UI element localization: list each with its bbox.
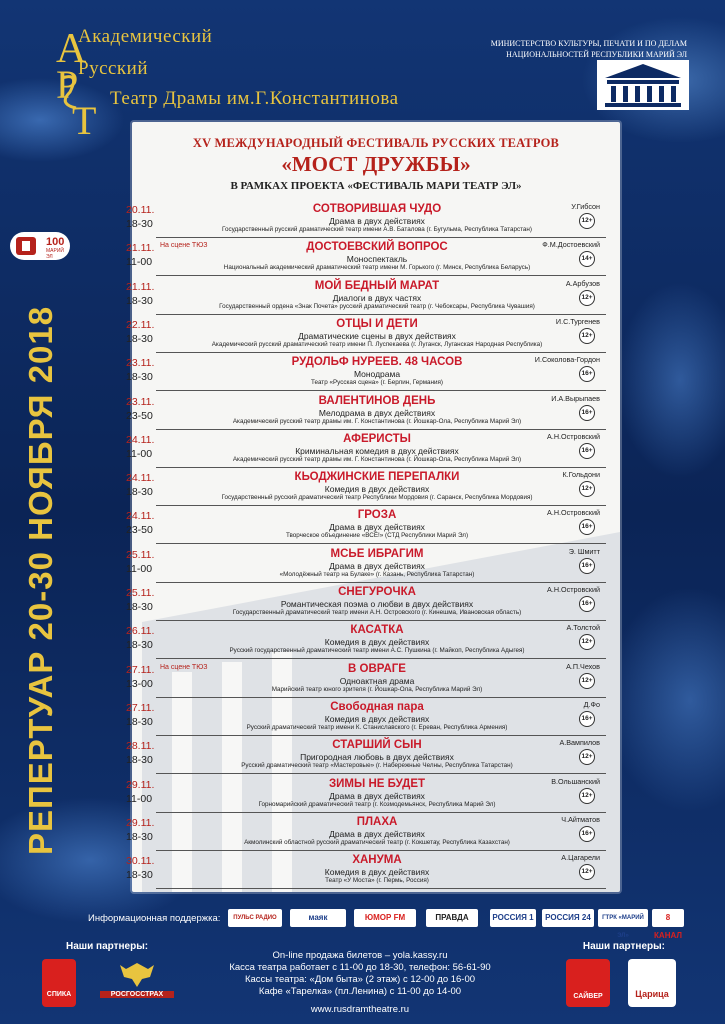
- event-row: [126, 851, 620, 889]
- event-row: [126, 813, 620, 851]
- badge-number: 100: [46, 236, 65, 248]
- event-time: 11-00: [126, 562, 153, 575]
- tickets-line4: Кафе «Тарелка» (пл.Ленина) с 11-00 до 14-00: [258, 986, 462, 997]
- event-title: КЬОДЖИНСКИЕ ПЕРЕПАЛКИ: [294, 471, 460, 484]
- event-title: СОТВОРИВШАЯ ЧУДО: [312, 203, 442, 215]
- event-time: 23-50: [126, 524, 153, 537]
- event-genre: Драматические сцены в двух действиях: [298, 330, 456, 341]
- theatre-name-line2: Русский: [78, 58, 148, 79]
- event-date: 29.11.: [126, 816, 155, 829]
- event-row: [126, 736, 620, 774]
- event-theatre: Акмолинский областной русский драматический театр (г. Кокшетау, Республика Казахстан): [244, 838, 510, 846]
- event-row: [126, 660, 620, 698]
- media-logo: 8 КАНАЛ: [652, 909, 684, 927]
- event-date: 25.11.: [126, 548, 155, 561]
- ministry-text: МИНИСТЕРСТВО КУЛЬТУРЫ, ПЕЧАТИ И ПО ДЕЛАМ НАЦИОНАЛЬНОСТЕЙ РЕСПУБЛИКИ МАРИЙ ЭЛ: [490, 39, 687, 59]
- event-theatre: Театр «Русская сцена» (г. Берлин, Германия): [310, 379, 444, 387]
- partner-logo-label: САЙВЕР: [573, 993, 603, 1000]
- partner-logo-label: СПИКА: [46, 991, 72, 998]
- partner-logo-saiver: [566, 959, 610, 1007]
- event-title: ПЛАХА: [356, 815, 398, 828]
- age-rating-badge: 16+: [579, 405, 595, 421]
- event-title: ГРОЗА: [357, 509, 397, 522]
- mari-el-emblem-icon: [14, 235, 38, 257]
- media-logo: маяк: [290, 909, 346, 927]
- event-theatre: Государственный ордена «Знак Почета» русский драматический театр (г. Чебоксары, Республика Чувашия): [219, 302, 535, 310]
- event-title: ДОСТОЕВСКИЙ ВОПРОС: [306, 241, 448, 254]
- event-theatre: Академический русский театр драмы им. Г. Константинова (г. Йошкар-Ола, Республика Марий Эл): [232, 455, 522, 463]
- event-theatre: Национальный академический драматический театр имени М. Горького (г. Минск, Республика Беларусь): [223, 264, 531, 272]
- event-time: 18-30: [126, 830, 153, 843]
- age-rating-badge: 12+: [579, 673, 595, 689]
- age-rating-badge: 16+: [579, 711, 595, 727]
- event-date: 22.11.: [126, 318, 155, 331]
- event-author: У.Гибсон: [571, 202, 600, 211]
- age-rating-badge: 14+: [579, 251, 595, 267]
- tickets-line3: Кассы театра: «Дом быта» (2 этаж) с 12-00 до 16-00: [244, 974, 476, 985]
- footer: [0, 905, 725, 1024]
- event-date: 24.11.: [126, 472, 155, 485]
- event-time: 18-30: [126, 371, 153, 384]
- age-rating-badge: 12+: [579, 634, 595, 650]
- event-author: Ф.М.Достоевский: [542, 240, 600, 250]
- event-time: 11-00: [126, 792, 153, 805]
- event-time: 18-30: [126, 486, 153, 499]
- event-theatre: Государственный драматический театр имени А.Н. Островского (г. Кинешма, Ивановская область): [232, 609, 522, 616]
- event-author: А.Цагарели: [561, 853, 600, 863]
- event-time: 18-30: [126, 715, 153, 728]
- event-author: А.Н.Островский: [547, 585, 600, 594]
- ticket-info: [200, 950, 520, 998]
- media-logo: ПРАВДА: [426, 909, 478, 927]
- event-genre: Драма в двух действиях: [329, 828, 425, 839]
- event-author: А.Арбузов: [565, 278, 600, 288]
- event-date: 23.11.: [126, 357, 155, 370]
- event-genre: Драма в двух действиях: [329, 216, 425, 226]
- media-logo: ЮМОР FM: [354, 909, 416, 927]
- event-genre: Одноактная драма: [339, 675, 415, 686]
- info-support-label: Информационная поддержка:: [88, 913, 221, 924]
- event-row: [126, 238, 620, 276]
- festival-title: «МОСТ ДРУЖБЫ»: [281, 152, 471, 176]
- partner-logo-spika: [42, 959, 76, 1007]
- tickets-line1: On-line продажа билетов – yola.kassy.ru: [272, 950, 448, 961]
- event-title: ОТЦЫ И ДЕТИ: [336, 317, 418, 330]
- event-date: 28.11.: [126, 740, 155, 753]
- event-time: 18-30: [126, 639, 153, 652]
- anniversary-badge: [10, 232, 70, 260]
- event-time: 11-00: [126, 447, 153, 460]
- event-title: СНЕГУРОЧКА: [338, 586, 416, 598]
- event-date: 29.11.: [126, 778, 155, 791]
- event-time: 18-30: [126, 218, 153, 230]
- event-date: 26.11.: [126, 625, 155, 638]
- event-row: [126, 506, 620, 544]
- event-theatre: Государственный русский драматический театр Республики Мордовия (г. Саранск, Республика Мордовия): [221, 494, 533, 502]
- partner-logo-label: Царица: [635, 989, 669, 999]
- event-time: 18-30: [126, 754, 153, 767]
- event-title: ЗИМЫ НЕ БУДЕТ: [328, 777, 426, 790]
- age-rating-badge: 12+: [579, 864, 595, 880]
- event-time: 13-00: [126, 677, 153, 690]
- event-row: [126, 353, 620, 391]
- event-title: Свободная пара: [330, 700, 424, 713]
- event-title: ХАНУМА: [352, 854, 402, 867]
- poster-panel: [126, 122, 620, 892]
- event-theatre: Марийский театр юного зрителя (г. Йошкар-Ола, Республика Марий Эл): [271, 685, 483, 693]
- event-author: Э. Шмитт: [568, 546, 600, 556]
- event-theatre: «Молодёжный театр на Булаке» (г. Казань, Республика Татарстан): [279, 570, 475, 578]
- event-genre: Комедия в двух действиях: [324, 867, 430, 878]
- event-row: [126, 698, 620, 736]
- event-venue-note: На сцене ТЮЗ: [160, 663, 208, 671]
- festival-subtitle: XV МЕЖДУНАРОДНЫЙ ФЕСТИВАЛЬ РУССКИХ ТЕАТРОВ: [192, 136, 560, 150]
- event-date: 27.11.: [126, 663, 155, 676]
- event-row: [126, 200, 620, 238]
- event-author: К.Гольдони: [562, 470, 600, 480]
- event-author: И.А.Вырыпаев: [551, 393, 600, 403]
- festival-project: В РАМКАХ ПРОЕКТА «ФЕСТИВАЛЬ МАРИ ТЕАТР ЭЛ»: [230, 180, 522, 192]
- event-date: 23.11.: [126, 395, 155, 408]
- event-date: 21.11.: [126, 280, 155, 293]
- age-rating-badge: 16+: [579, 519, 595, 535]
- event-date: 24.11.: [126, 510, 155, 523]
- theatre-name-line1: Академический: [78, 26, 213, 47]
- event-theatre: Горномарийский драматический театр (г. Козмодемьянск, Республика Марий Эл): [258, 800, 496, 808]
- age-rating-badge: 16+: [579, 826, 595, 842]
- event-genre: Драма в двух действиях: [329, 790, 425, 801]
- eagle-icon: [118, 959, 156, 989]
- event-theatre: Русский драматический театр имени К. Станиславского (г. Ереван, Республика Армения): [246, 723, 508, 731]
- event-author: А.Н.Островский: [547, 431, 600, 441]
- event-row: [126, 775, 620, 813]
- vertical-repertoire-title: РЕПЕРТУАР 20-30 НОЯБРЯ 2018: [22, 305, 59, 855]
- event-genre: Диалоги в двух частях: [332, 292, 422, 303]
- svg-text:Р: Р: [56, 62, 79, 107]
- event-genre: Мелодрама в двух действиях: [318, 407, 436, 418]
- age-rating-badge: 12+: [579, 290, 595, 306]
- event-date: 30.11.: [126, 855, 155, 868]
- age-rating-badge: 12+: [579, 213, 595, 229]
- event-author: А.Н.Островский: [547, 508, 600, 518]
- event-genre: Комедия в двух действиях: [324, 484, 430, 495]
- event-row: [126, 468, 620, 506]
- event-row: [126, 315, 620, 353]
- event-genre: Криминальная комедия в двух действиях: [295, 445, 459, 456]
- event-theatre: Академический русский драматический театр имени П. Луспекаева (г. Луганск, Луганская Народная Республика): [211, 340, 543, 348]
- event-title: РУДОЛЬФ НУРЕЕВ. 48 ЧАСОВ: [291, 356, 463, 369]
- svg-text:А: А: [56, 26, 87, 72]
- event-row: [126, 392, 620, 430]
- age-rating-badge: 12+: [579, 328, 595, 344]
- event-time: 18-30: [126, 332, 153, 345]
- government-building-icon: [597, 60, 689, 110]
- event-date: 25.11.: [126, 587, 155, 599]
- event-genre: Монодрама: [353, 369, 401, 380]
- event-theatre: Русский государственный драматический театр имени А.С. Пушкина (г. Майкоп, Республика Адыгея): [229, 647, 525, 655]
- event-divider: [156, 888, 606, 889]
- event-title: МСЬЕ ИБРАГИМ: [330, 547, 424, 560]
- event-genre: Романтическая поэма о любви в двух действиях: [280, 599, 474, 609]
- age-rating-badge: 16+: [579, 558, 595, 574]
- event-theatre: Творческое объединение «ВСЁ!» (СТД Республики Марий Эл): [285, 532, 469, 540]
- event-genre: Комедия в двух действиях: [324, 637, 430, 648]
- tickets-line2: Касса театра работает с 11-00 до 18-30, телефон: 56-61-90: [229, 962, 491, 973]
- event-genre: Драма в двух действиях: [329, 522, 425, 533]
- event-time: 18-30: [126, 869, 153, 882]
- event-author: Ч.Айтматов: [561, 814, 600, 824]
- event-time: 18-30: [126, 294, 153, 307]
- event-theatre: Академический русский театр драмы им. Г. Константинова (г. Йошкар-Ола, Республика Марий Эл): [232, 417, 522, 425]
- event-theatre: Государственный русский драматический театр имени А.В. Баталова (г. Бугульма, Республика Татарстан): [221, 226, 533, 233]
- event-date: 24.11.: [126, 433, 155, 446]
- event-venue-note: На сцене ТЮЗ: [160, 242, 208, 250]
- event-theatre: Русский драматический театр «Мастеровые» (г. Набережные Челны, Республика Татарстан): [241, 762, 513, 770]
- event-date: 20.11.: [126, 204, 155, 216]
- badge-subtitle: МАРИЙ ЭЛ: [46, 248, 65, 260]
- event-genre: Драма в двух действиях: [329, 560, 425, 571]
- partners-right-label: Наши партнеры:: [582, 941, 665, 952]
- partner-logo-label: РОСГОССТРАХ: [100, 991, 174, 998]
- event-title: МОЙ БЕДНЫЙ МАРАТ: [314, 279, 440, 292]
- svg-text:Т: Т: [72, 98, 97, 143]
- event-author: А.П.Чехов: [566, 661, 600, 671]
- media-logo: РОССИЯ 24: [542, 909, 594, 927]
- age-rating-badge: 12+: [579, 481, 595, 497]
- age-rating-badge: 12+: [579, 788, 595, 804]
- partner-logo-rosgosstrakh: [100, 959, 174, 1005]
- event-title: ВАЛЕНТИНОВ ДЕНЬ: [318, 394, 436, 407]
- event-title: КАСАТКА: [350, 624, 404, 637]
- event-author: И.С.Тургенев: [555, 316, 600, 326]
- event-row: [126, 621, 620, 659]
- event-row: [126, 583, 620, 621]
- media-logo: ГТРК «МАРИЙ ЭЛ»: [598, 909, 648, 927]
- media-logo: РОССИЯ 1: [490, 909, 536, 927]
- event-time: 23-50: [126, 409, 153, 422]
- age-rating-badge: 16+: [579, 443, 595, 459]
- event-author: А.Толстой: [566, 623, 600, 633]
- age-rating-badge: 16+: [579, 366, 595, 382]
- event-row: [126, 430, 620, 468]
- event-author: И.Соколова-Гордон: [534, 355, 600, 365]
- event-row: [126, 545, 620, 583]
- event-title: АФЕРИСТЫ: [343, 432, 411, 445]
- event-title: В ОВРАГЕ: [348, 662, 406, 675]
- event-author: В.Ольшанский: [551, 776, 600, 786]
- theatre-name-line3: Театр Драмы им.Г.Константинова: [110, 88, 399, 109]
- website-link[interactable]: www.rusdramtheatre.ru: [310, 1004, 410, 1015]
- partners-left-label: Наши партнеры:: [66, 941, 149, 952]
- event-author: Д.Фо: [583, 699, 600, 709]
- event-title: СТАРШИЙ СЫН: [332, 739, 422, 752]
- age-rating-badge: 16+: [579, 596, 595, 612]
- event-time: 11-00: [126, 256, 153, 269]
- event-row: [126, 277, 620, 315]
- event-genre: Комедия в двух действиях: [324, 713, 430, 724]
- event-theatre: Театр «У Моста» (г. Пермь, Россия): [325, 877, 429, 885]
- event-genre: Моноспектакль: [346, 254, 408, 265]
- event-date: 27.11.: [126, 701, 155, 714]
- event-time: 18-30: [126, 601, 153, 613]
- age-rating-badge: 12+: [579, 749, 595, 765]
- event-genre: Пригородная любовь в двух действиях: [300, 752, 454, 763]
- media-logo: ПУЛЬС РАДИО: [228, 909, 282, 927]
- event-author: А.Вампилов: [559, 738, 600, 748]
- event-date: 21.11.: [126, 242, 155, 255]
- partner-logo-tsaritsa: [628, 959, 676, 1007]
